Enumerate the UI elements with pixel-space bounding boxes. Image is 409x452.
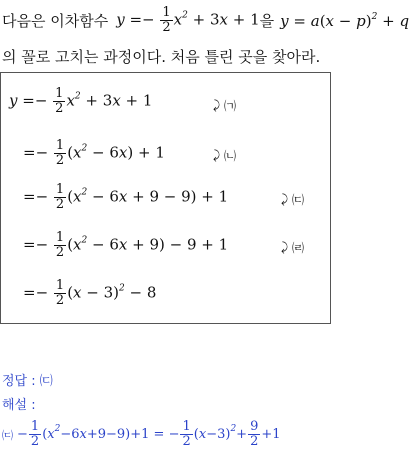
explanation-mark: ㈂ xyxy=(2,428,13,442)
step-2-label: ⤸ ㈁ xyxy=(213,148,237,163)
question-mid: 을 xyxy=(259,12,275,30)
question-form: $y = a(x - p)^2 + q$ xyxy=(280,11,409,30)
step-4-label: ⤸ ㈃ xyxy=(281,240,305,255)
answer-label: 정답 : xyxy=(2,374,36,389)
question-line-2: 의 꼴로 고치는 과정이다. 처음 틀린 곳을 찾아라. xyxy=(2,48,321,66)
explanation-line xyxy=(2,420,281,449)
step-4: =− $\frac{1}{2}$ $(x^2 - 6x + 9) - 9 + 1$ xyxy=(23,230,229,260)
steps-box xyxy=(0,72,331,324)
explanation-label: 해설 : xyxy=(2,398,36,413)
question-line-1 xyxy=(2,6,409,35)
step-3: =− $\frac{1}{2}$ $(x^2 - 6x + 9 - 9) + 1$ xyxy=(23,182,229,212)
step-3-label: ⤸ ㈂ xyxy=(281,192,305,207)
answer-line xyxy=(2,370,53,389)
answer-value: ㈂ xyxy=(39,374,53,389)
step-1-label: ⤸ ㈀ xyxy=(213,98,237,113)
step-1: y =− $\frac{1}{2}$ $x^2 + 3x + 1$ xyxy=(9,86,153,116)
question-prefix: 다음은 이차함수 xyxy=(2,12,109,30)
step-5: =− $\frac{1}{2}$ $(x - 3)^2 - 8$ xyxy=(23,278,157,308)
question-function: y =− $\frac{1}{2}$ $x^2 + 3x + 1$ xyxy=(116,5,260,35)
step-2: =− $\frac{1}{2}$ $(x^2 - 6x) + 1$ xyxy=(23,138,165,168)
explanation-math: − $\frac{1}{2}$ $(x^2-6x+9-9)+1$ = − $\frac{1}{2}$ $(x-3)^2+$ $\frac{9}{2}$ +1 xyxy=(17,419,281,449)
